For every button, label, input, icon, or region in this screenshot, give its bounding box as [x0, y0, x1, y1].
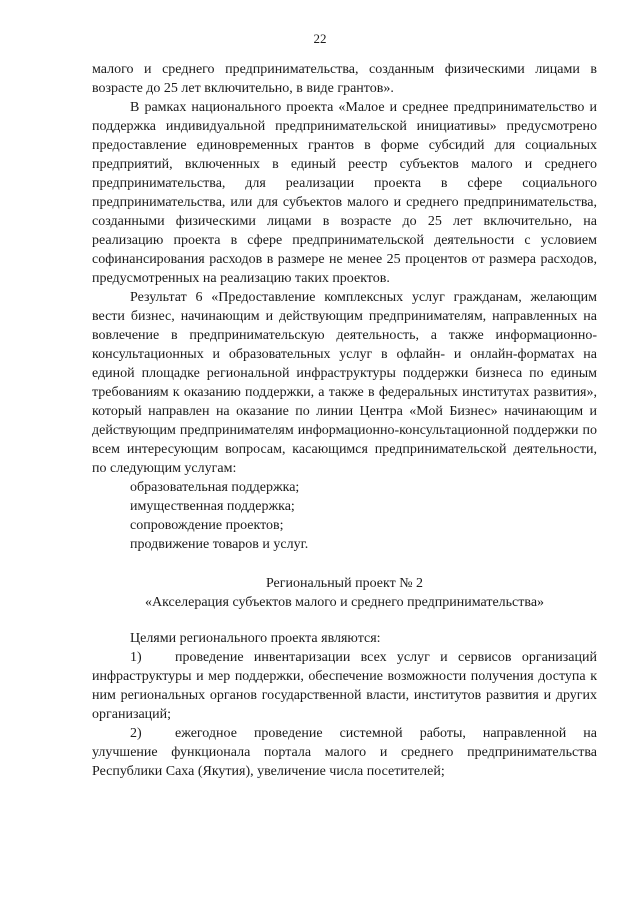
paragraph-national-project: В рамках национального проекта «Малое и среднее предпринимательство и поддержка индивидуальной предпринимательской инициативы» предусмотрено предоставление единовременных грантов в форме субсидий для социальных предприятий, включенных в единый реестр субъектов малого и среднего предпринимательства, для реализации проекта в сфере социального предпринимательства, или для субъектов малого и среднего предпринимательства, созданными физическими лицами в возрасте до 25 лет включительно, на реализацию проекта в сфере предпринимательской деятельности с условием софинансирования расходов в размере не менее 25 процентов от размера расходов, предусмотренных на реализацию таких проектов.	[92, 100, 597, 286]
goals-intro: Целями регионального проекта являются:	[130, 631, 381, 646]
list-item: продвижение товаров и услуг.	[130, 537, 309, 552]
paragraph-result-6: Результат 6 «Предоставление комплексных услуг гражданам, желающим вести бизнес, начинающим и действующим предпринимателям, направленных на вовлечение в предпринимательскую деятельность, а также информационно-консультационных и образовательных услуг в офлайн- и онлайн-форматах на единой площадке региональной инфраструктуры поддержки бизнеса по единым требованиям к оказанию поддержки, а также в федеральных институтах развития», который направлен на оказание по линии Центра «Мой Бизнес» начинающим и действующим предпринимателям информационно-консультационной поддержки по всем интересующим вопросам, касающимся предпринимательской деятельности, по следующим услугам:	[92, 290, 597, 476]
section-heading-line2: «Акселерация субъектов малого и среднего предпринимательства»	[144, 595, 545, 610]
list-item: имущественная поддержка;	[130, 499, 295, 514]
page-body	[92, 60, 597, 781]
list-item: сопровождение проектов;	[130, 518, 284, 533]
goal-number: 1)	[130, 650, 142, 665]
goal-item	[92, 724, 597, 781]
list-item: образовательная поддержка;	[130, 480, 300, 495]
goal-number: 2)	[130, 726, 142, 741]
section-heading-line1: Региональный проект № 2	[265, 576, 424, 591]
goal-text: ежегодное проведение системной работы, направленной на улучшение функционала портала малого и среднего предпринимательства Республики Саха (Якутия), увеличение числа посетителей;	[92, 726, 597, 779]
goal-text: проведение инвентаризации всех услуг и сервисов организаций инфраструктуры и мер поддержки, обеспечение возможности получения доступа к ним региональных органов государственной власти, институтов развития и других организаций;	[92, 650, 597, 722]
page-number: 22	[313, 31, 327, 46]
paragraph-continuation: малого и среднего предпринимательства, созданным физическими лицами в возрасте до 25 лет включительно, в виде грантов».	[92, 62, 597, 96]
goal-item	[92, 648, 597, 724]
services-list	[92, 478, 597, 554]
